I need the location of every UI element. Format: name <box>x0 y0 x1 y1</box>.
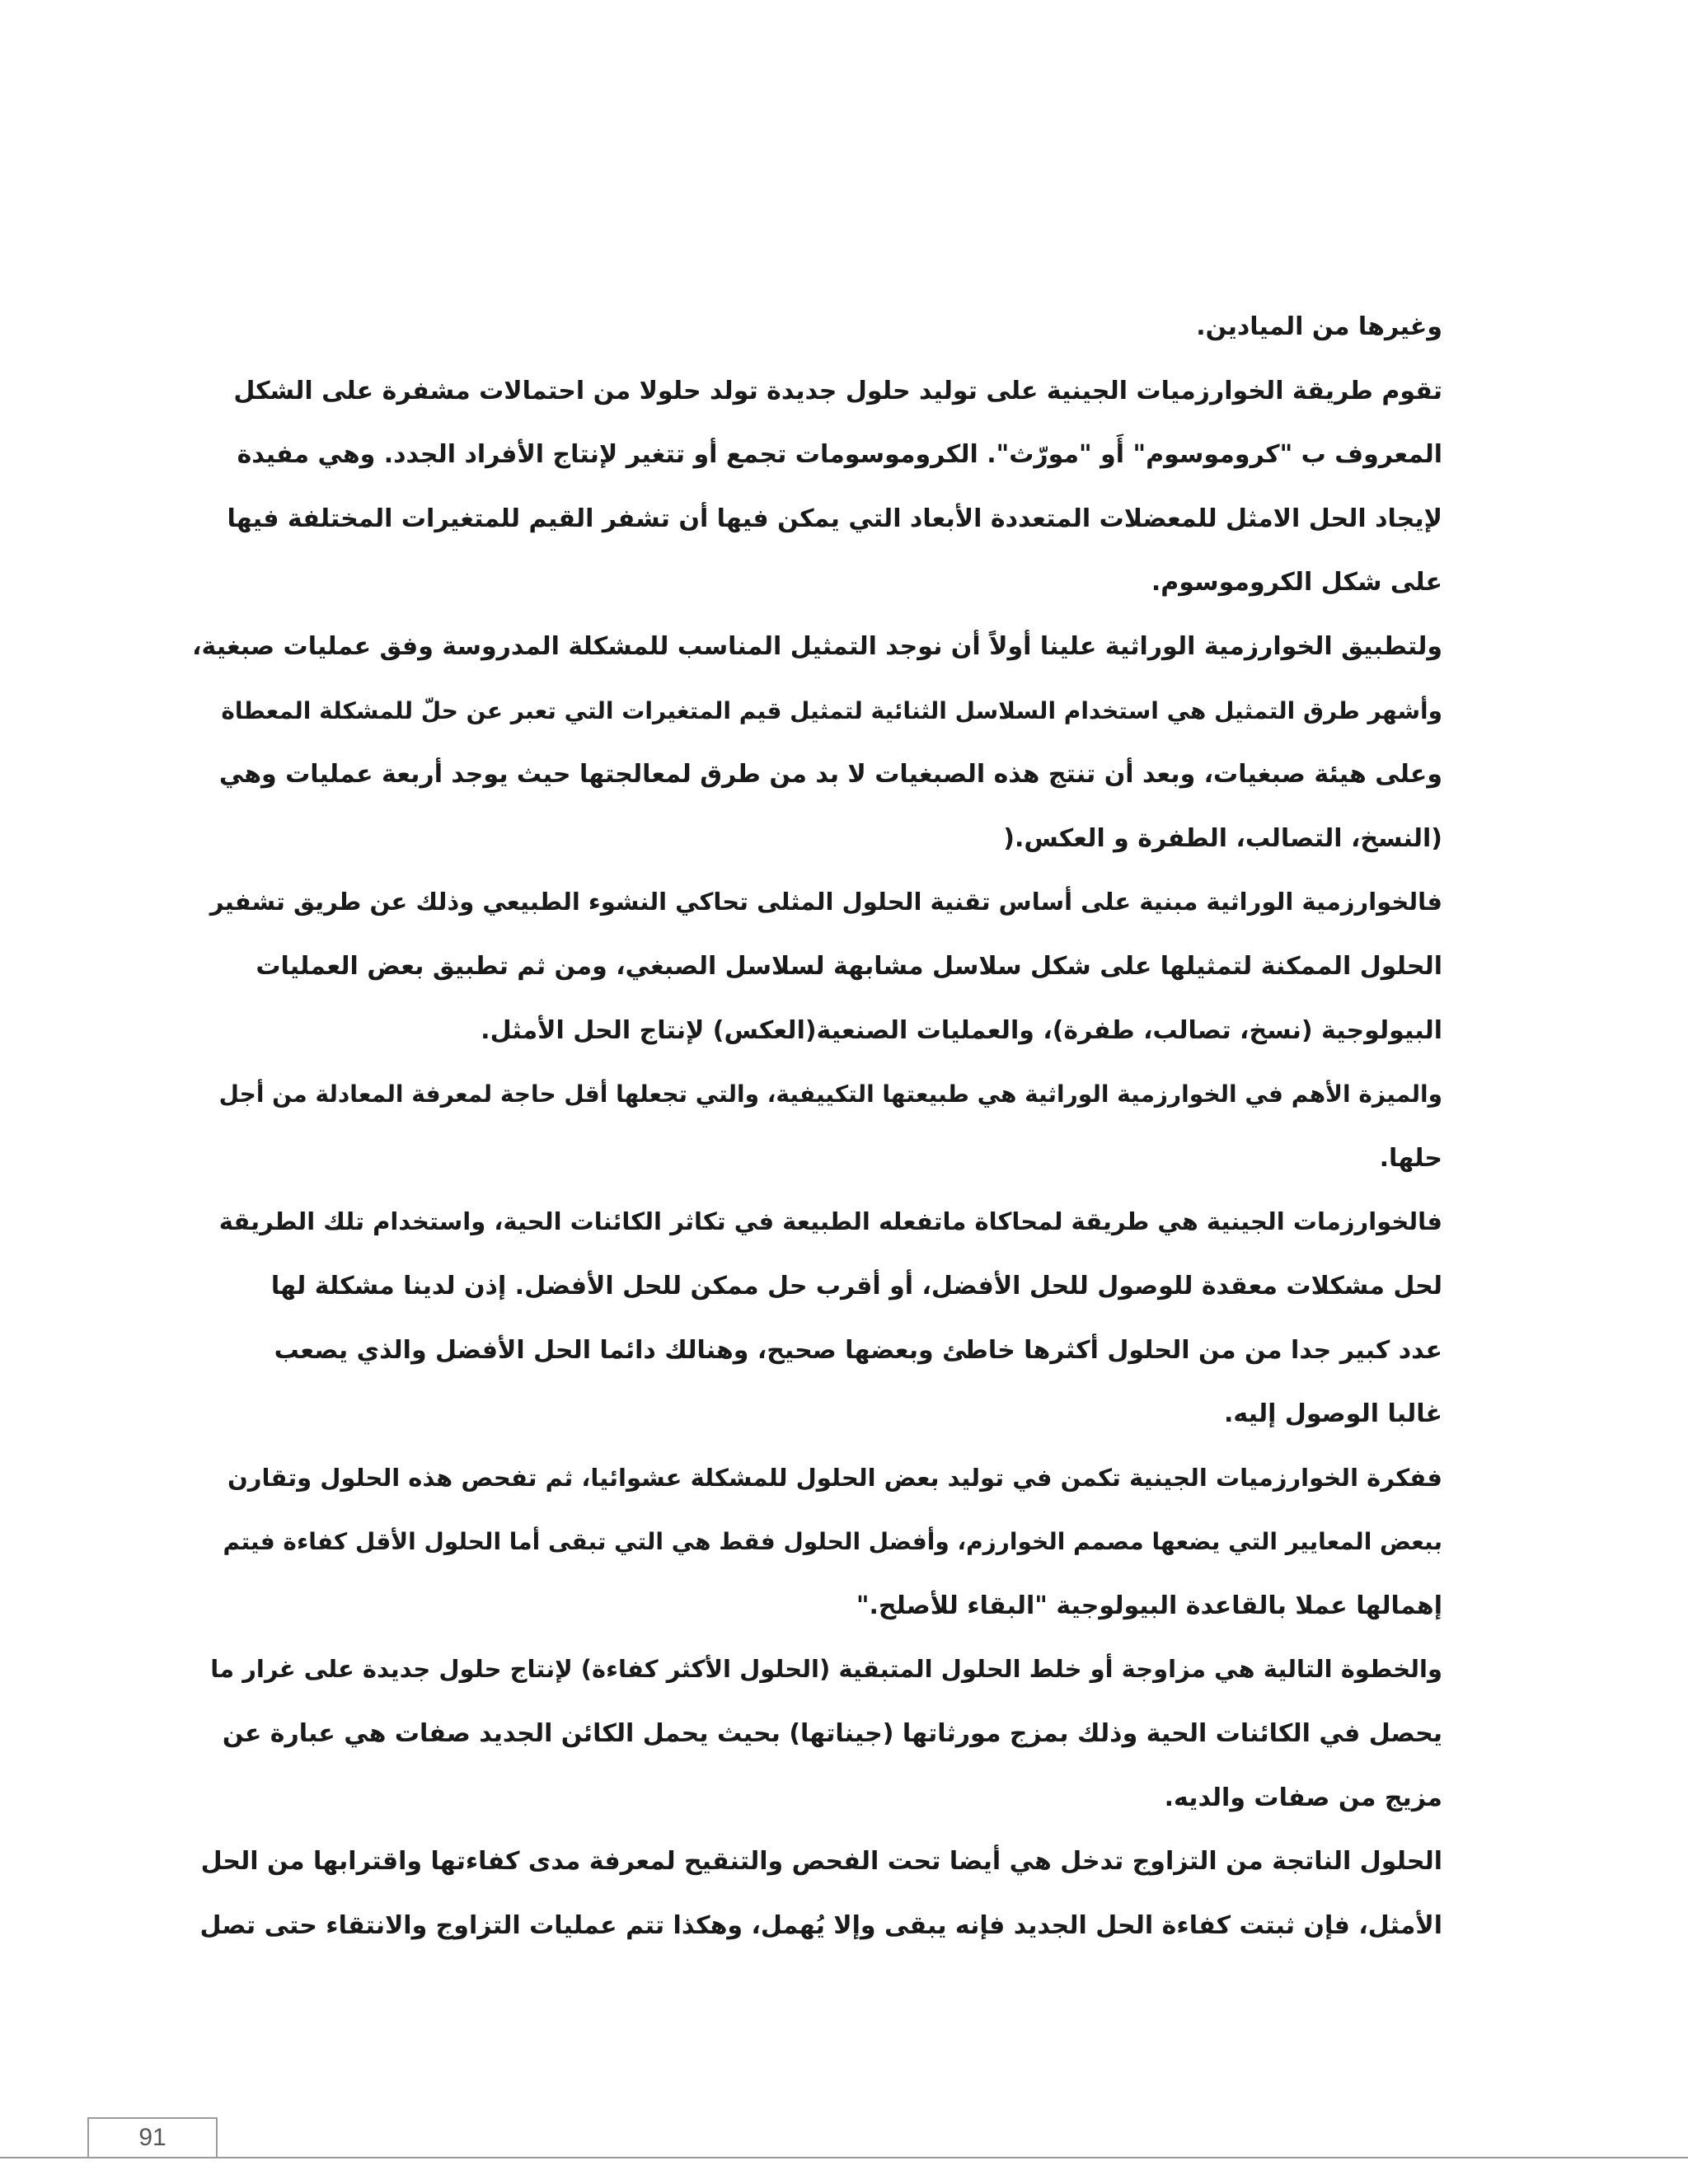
text-line: مزيج من صفات والديه. <box>1164 1783 1442 1812</box>
page-body <box>188 295 1442 1957</box>
text-line: فالخوارزمات الجينية هي طريقة لمحاكاة ماتفعله الطبيعة في تكاثر الكائنات الحية، واستخدام تلك الطريقة <box>218 1207 1442 1236</box>
text-line: ولتطبيق الخوارزمية الوراثية علينا أولاً أن نوجد التمثيل المناسب للمشكلة المدروسة وفق عمليات صبغية، <box>192 631 1442 661</box>
text-line: المعروف ب "كروموسوم" أَو "مورّث". الكروموسومات تجمع أو تتغير لإنتاج الأفراد الجدد. وهي مفيدة <box>237 440 1442 470</box>
text-line: لحل مشكلات معقدة للوصول للحل الأفضل، أو أقرب حل ممكن للحل الأفضل. إذن لدينا مشكلة لها <box>270 1271 1442 1301</box>
text-line: (النسخ، التصالب، الطفرة و العكس.( <box>1003 823 1442 853</box>
text-line: عدد كبير جدا من من الحلول أكثرها خاطئ وبعضها صحيح، وهنالك دائما الحل الأفضل والذي يصعب <box>274 1335 1442 1365</box>
text-line: ببعض المعايير التي يضعها مصمم الخوارزم، وأفضل الحلول فقط هي التي تبقى أما الحلول الأقل كفاءة فيتم <box>223 1528 1442 1556</box>
text-line: فالخوارزمية الوراثية مبنية على أساس تقنية الحلول المثلى تحاكي النشوء الطبيعي وذلك عن طريق تشفير <box>209 888 1442 916</box>
footer-rule <box>0 2157 1688 2158</box>
text-line: الحلول الناتجة من التزاوج تدخل هي أيضا تحت الفحص والتنقيح لمعرفة مدى كفاءتها واقترابها من الحل <box>200 1847 1442 1877</box>
text-line: الأمثل، فإن ثبتت كفاءة الحل الجديد فإنه يبقى وإلا يُهمل، وهكذا تتم عمليات التزاوج والانتقاء حتى تصل <box>199 1910 1442 1940</box>
text-line: لإيجاد الحل الامثل للمعضلات المتعددة الأبعاد التي يمكن فيها أن تشفر القيم للمتغيرات المختلفة فيها <box>227 504 1442 533</box>
text-line: على شكل الكروموسوم. <box>1151 568 1442 598</box>
page-number: 91 <box>87 2117 218 2157</box>
text-line: الحلول الممكنة لتمثيلها على شكل سلاسل مشابهة لسلاسل الصبغي، ومن ثم تطبيق بعض العمليات <box>256 951 1442 981</box>
text-line: وأشهر طرق التمثيل هي استخدام السلاسل الثنائية لتمثيل قيم المتغيرات التي تعبر عن حلّ للمشكلة المعطاة <box>221 696 1442 724</box>
text-line: يحصل في الكائنات الحية وذلك بمزج مورثاتها (جيناتها) بحيث يحمل الكائن الجديد صفات هي عبارة عن <box>222 1719 1442 1749</box>
text-line: وغيرها من الميادين. <box>1196 312 1442 341</box>
text-line: حلها. <box>1379 1143 1442 1173</box>
text-line: تقوم طريقة الخوارزميات الجينية على توليد حلول جديدة تولد حلولا من احتمالات مشفرة على الشكل <box>233 376 1442 405</box>
text-line: وعلى هيئة صبغيات، وبعد أن تنتج هذه الصبغيات لا بد من طرق لمعالجتها حيث يوجد أربعة عمليات وهي <box>218 760 1442 790</box>
text-line: ففكرة الخوارزميات الجينية تكمن في توليد بعض الحلول للمشكلة عشوائيا، ثم تفحص هذه الحلول وتقارن <box>227 1463 1442 1492</box>
text-line: البيولوجية (نسخ، تصالب، طفرة)، والعمليات الصنعية(العكس) لإنتاج الحل الأمثل. <box>481 1015 1442 1045</box>
text-line: والميزة الأهم في الخوارزمية الوراثية هي طبيعتها التكييفية، والتي تجعلها أقل حاجة لمعرفة المعادلة من أجل <box>218 1080 1442 1108</box>
text-line: غالبا الوصول إليه. <box>1224 1399 1442 1429</box>
text-line: والخطوة التالية هي مزاوجة أو خلط الحلول المتبقية (الحلول الأكثر كفاءة) لإنتاج حلول جديدة على غرار ما <box>210 1655 1442 1684</box>
text-line: إهمالها عملا بالقاعدة البيولوجية "البقاء للأصلح." <box>856 1591 1442 1620</box>
